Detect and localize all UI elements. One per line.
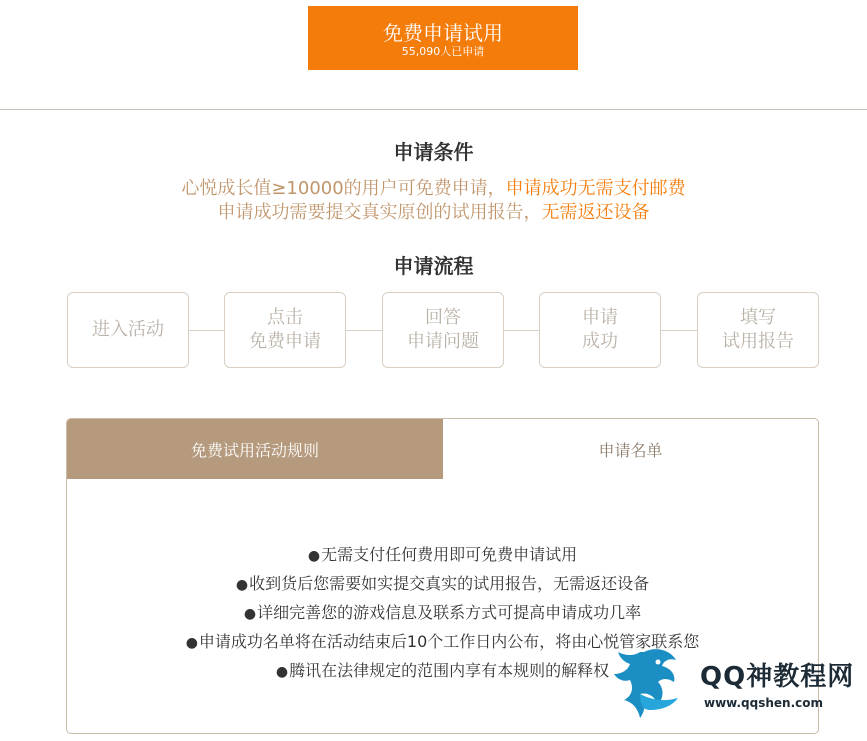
step-enter-activity — [67, 292, 189, 368]
rule-text: 详细完善您的游戏信息及联系方式可提高申请成功几率 — [257, 603, 642, 622]
rules-tabs — [67, 419, 818, 479]
condition-line-2 — [0, 201, 867, 225]
condition-line-1 — [0, 177, 867, 201]
condition-line-2-main: 申请成功需要提交真实原创的试用报告， — [217, 202, 542, 223]
rule-text: 收到货后您需要如实提交真实的试用报告，无需返还设备 — [249, 574, 650, 593]
rule-text: 腾讯在法律规定的范围内享有本规则的解释权 — [289, 661, 610, 680]
step-line-2: 免费申请 — [249, 331, 321, 352]
step-answer-questions — [382, 292, 504, 368]
condition-line-1-main: 心悦成长值≥10000的用户可免费申请， — [181, 178, 506, 199]
bullet-icon: ● — [235, 577, 249, 593]
section-divider — [0, 109, 867, 110]
process-steps — [67, 292, 819, 368]
rule-text: 无需支付任何费用即可免费申请试用 — [321, 545, 578, 564]
step-click-apply — [224, 292, 346, 368]
tab-applicant-list[interactable]: 申请名单 — [443, 419, 818, 479]
applicant-count: 55,090人已申请 — [401, 45, 485, 58]
bullet-icon: ● — [185, 635, 198, 651]
step-line-1: 进入活动 — [92, 319, 164, 340]
step-line-1: 回答 — [425, 307, 461, 328]
dragon-logo-icon — [604, 640, 704, 740]
step-connector — [346, 330, 382, 331]
step-connector — [189, 330, 224, 331]
process-title: 申请流程 — [393, 254, 474, 278]
step-line-2: 试用报告 — [722, 331, 794, 352]
step-line-1: 点击 — [267, 307, 303, 328]
list-item — [67, 570, 818, 599]
step-line-2: 成功 — [582, 331, 618, 352]
apply-button-label: 免费申请试用 — [383, 21, 503, 45]
list-item — [67, 541, 818, 570]
rule-text: 申请成功名单将在活动结束后10个工作日内公布，将由心悦管家联系您 — [198, 632, 700, 651]
step-connector — [504, 330, 539, 331]
step-line-1: 申请 — [582, 307, 618, 328]
watermark — [604, 640, 866, 740]
step-apply-success — [539, 292, 661, 368]
bullet-icon: ● — [243, 606, 257, 622]
step-connector — [661, 330, 697, 331]
free-trial-apply-button[interactable] — [308, 6, 578, 70]
tab-activity-rules[interactable]: 免费试用活动规则 — [67, 419, 443, 479]
step-line-2: 申请问题 — [407, 331, 479, 352]
step-line-1: 填写 — [740, 307, 776, 328]
condition-line-2-highlight: 无需返还设备 — [541, 202, 650, 223]
watermark-title: QQ神教程网 — [700, 662, 855, 692]
list-item — [67, 599, 818, 628]
bullet-icon: ● — [307, 548, 321, 564]
watermark-url: www.qqshen.com — [704, 696, 824, 710]
bullet-icon: ● — [275, 664, 289, 680]
step-write-report — [697, 292, 819, 368]
condition-line-1-highlight: 申请成功无需支付邮费 — [505, 178, 686, 199]
conditions-title: 申请条件 — [393, 140, 474, 164]
